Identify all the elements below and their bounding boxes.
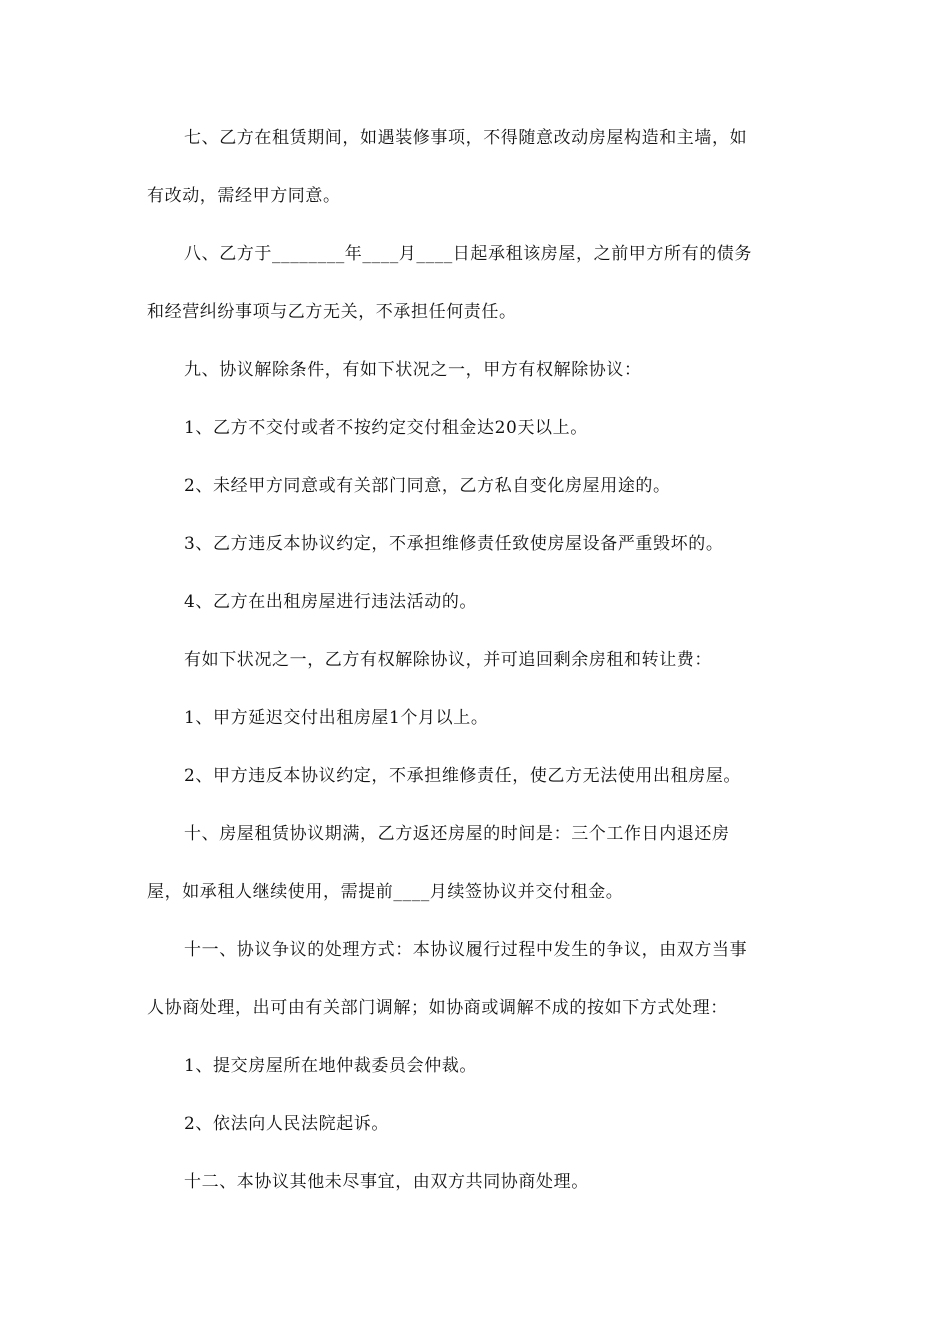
clause-8-line-1: 八、乙方于________年____月____日起承租该房屋，之前甲方所有的债务 — [184, 244, 752, 264]
clause-11 — [147, 940, 807, 1056]
clause-9b-item-1-line: 1、甲方延迟交付出租房屋1个月以上。 — [184, 708, 489, 728]
clause-9b-item-2-line: 2、甲方违反本协议约定，不承担维修责任，使乙方无法使用出租房屋。 — [184, 766, 742, 786]
clause-10 — [147, 824, 807, 940]
clause-8 — [147, 244, 807, 360]
clause-9-item-2-line: 2、未经甲方同意或有关部门同意，乙方私自变化房屋用途的。 — [184, 476, 671, 496]
clause-9-item-3 — [147, 534, 807, 592]
clause-10-line-2: 屋，如承租人继续使用，需提前____月续签协议并交付租金。 — [147, 882, 624, 902]
clause-12 — [147, 1172, 807, 1230]
clause-8-line-2: 和经营纠纷事项与乙方无关，不承担任何责任。 — [147, 302, 517, 322]
clause-11-item-2 — [147, 1114, 807, 1172]
clause-9 — [147, 360, 807, 418]
clause-7-line-2: 有改动，需经甲方同意。 — [147, 186, 341, 206]
clause-9-item-2 — [147, 476, 807, 534]
clause-11-line-1: 十一、协议争议的处理方式：本协议履行过程中发生的争议，由双方当事 — [184, 940, 748, 960]
clause-9-item-1 — [147, 418, 807, 476]
clause-11-item-1-line: 1、提交房屋所在地仲裁委员会仲裁。 — [184, 1056, 478, 1076]
clause-11-item-2-line: 2、依法向人民法院起诉。 — [184, 1114, 390, 1134]
clause-10-line-1: 十、房屋租赁协议期满，乙方返还房屋的时间是：三个工作日内退还房 — [184, 824, 730, 844]
clause-9b — [147, 650, 807, 708]
clause-9-item-4 — [147, 592, 807, 650]
clause-7-line-1: 七、乙方在租赁期间，如遇装修事项，不得随意改动房屋构造和主墙，如 — [184, 128, 748, 148]
clause-9b-line: 有如下状况之一，乙方有权解除协议，并可追回剩余房租和转让费： — [184, 650, 712, 670]
clause-9-item-1-line: 1、乙方不交付或者不按约定交付租金达20天以上。 — [184, 418, 588, 438]
clause-9b-item-1 — [147, 708, 807, 766]
clause-9b-item-2 — [147, 766, 807, 824]
clause-9-line-1: 九、协议解除条件，有如下状况之一，甲方有权解除协议： — [184, 360, 642, 380]
clause-12-line: 十二、本协议其他未尽事宜，由双方共同协商处理。 — [184, 1172, 589, 1192]
clause-9-item-4-line: 4、乙方在出租房屋进行违法活动的。 — [184, 592, 478, 612]
clause-11-item-1 — [147, 1056, 807, 1114]
clause-9-item-3-line: 3、乙方违反本协议约定，不承担维修责任致使房屋设备严重毁坏的。 — [184, 534, 724, 554]
clause-7 — [147, 128, 807, 244]
clause-11-line-2: 人协商处理，出可由有关部门调解；如协商或调解不成的按如下方式处理： — [147, 998, 728, 1018]
